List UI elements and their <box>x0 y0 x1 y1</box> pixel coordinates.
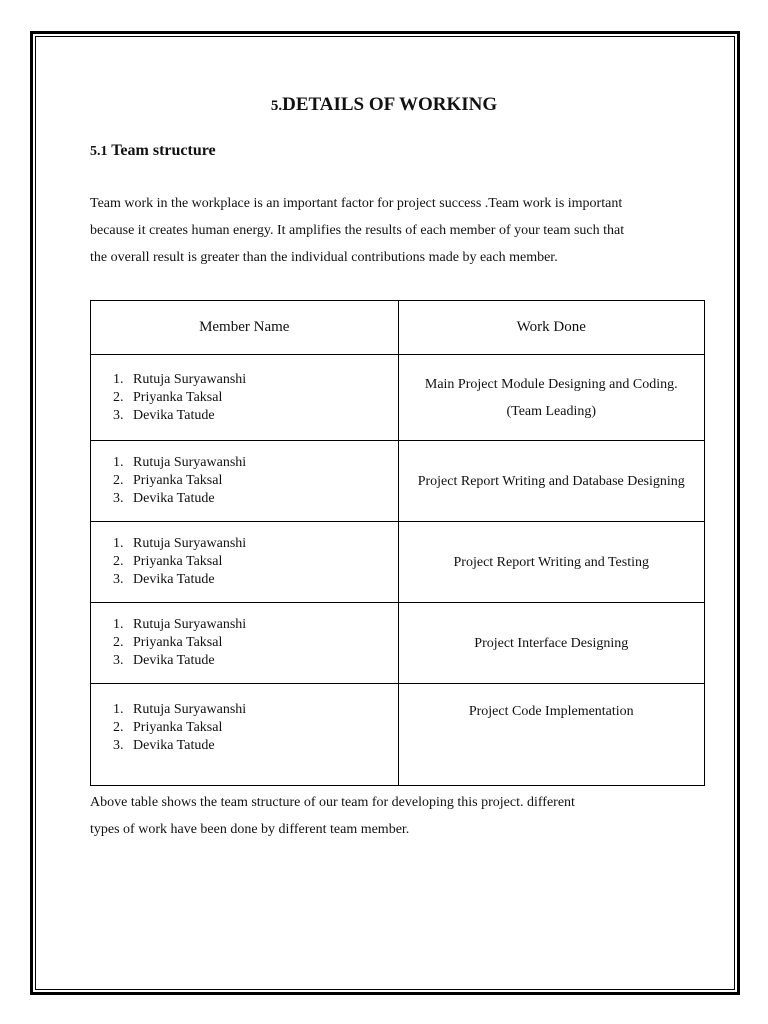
work-text: Main Project Module Designing and Coding. <box>424 376 678 392</box>
work-text: Project Report Writing and Database Designing <box>417 473 685 489</box>
member-item: Priyanka Taksal <box>133 635 223 650</box>
member-item: Priyanka Taksal <box>133 720 223 735</box>
member-item: Priyanka Taksal <box>133 389 223 405</box>
member-item: Rutuja Suryawanshi <box>133 455 247 470</box>
outro-line: types of work have been done by different team member. <box>90 822 410 837</box>
header-member-name: Member Name <box>91 301 399 355</box>
member-item: Devika Tatude <box>133 653 215 668</box>
work-text: Project Interface Designing <box>474 635 629 651</box>
section-heading-text: Team structure <box>111 142 216 159</box>
member-cell <box>91 522 399 603</box>
member-cell <box>91 603 399 684</box>
intro-line: the overall result is greater than the individual contributions made by each member. <box>90 250 558 265</box>
team-structure-table <box>90 300 705 786</box>
table-row <box>91 603 705 684</box>
member-cell <box>91 684 399 786</box>
member-list <box>91 616 398 670</box>
member-item: Rutuja Suryawanshi <box>133 617 247 632</box>
member-item: Devika Tatude <box>133 738 215 753</box>
member-list <box>91 701 398 755</box>
table-row <box>91 441 705 522</box>
member-item: Devika Tatude <box>133 407 215 423</box>
member-list <box>91 454 398 508</box>
work-cell <box>398 684 704 786</box>
table-header-row <box>91 301 705 355</box>
member-item: Rutuja Suryawanshi <box>133 371 247 387</box>
work-cell <box>398 603 704 684</box>
member-list <box>91 535 398 589</box>
table-row <box>91 684 705 786</box>
section-heading <box>90 142 216 160</box>
work-cell <box>398 441 704 522</box>
page-title-text: DETAILS OF WORKING <box>282 94 498 115</box>
intro-line: Team work in the workplace is an important factor for project success .Team work is important <box>90 196 623 211</box>
member-cell <box>91 441 399 522</box>
member-item: Devika Tatude <box>133 572 215 587</box>
work-text: Project Report Writing and Testing <box>453 554 649 570</box>
work-text: (Team Leading) <box>506 403 597 419</box>
work-text: Project Code Implementation <box>468 704 634 719</box>
page-title-number: 5. <box>270 98 283 114</box>
outro-line: Above table shows the team structure of our team for developing this project. different <box>90 795 575 810</box>
intro-line: because it creates human energy. It amplifies the results of each member of your team such that <box>90 223 625 238</box>
work-cell <box>398 355 704 441</box>
table-row <box>91 355 705 441</box>
table-row <box>91 522 705 603</box>
section-number: 5.1 <box>90 144 108 159</box>
member-item: Rutuja Suryawanshi <box>133 702 247 717</box>
member-item: Devika Tatude <box>133 491 215 506</box>
page-title <box>0 94 768 116</box>
member-cell <box>91 355 399 441</box>
outro-paragraph <box>90 789 690 843</box>
member-item: Priyanka Taksal <box>133 473 223 488</box>
work-cell <box>398 522 704 603</box>
member-item: Rutuja Suryawanshi <box>133 536 247 551</box>
header-work-done: Work Done <box>398 301 704 355</box>
intro-paragraph <box>90 190 690 271</box>
member-list <box>91 371 398 425</box>
member-item: Priyanka Taksal <box>133 554 223 569</box>
